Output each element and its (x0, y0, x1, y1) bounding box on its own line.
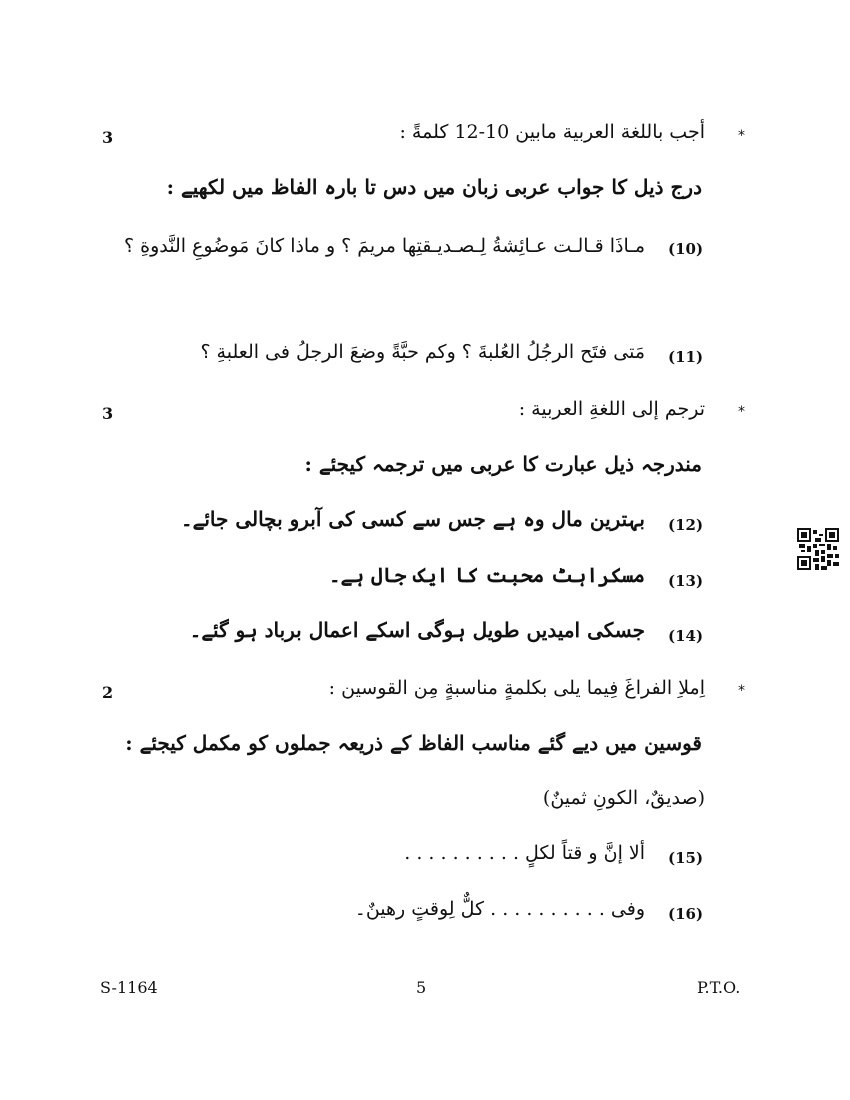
bullet-star-1: * (738, 128, 745, 144)
instruction-urdu-3: قوسین میں دیے گئے مناسب الفاظ کے ذریعہ جملوں کو مکمل کیجئے : (125, 731, 702, 755)
question-number-15: (15) (668, 849, 704, 867)
instruction-arabic-2: ترجم إلى اللغةِ العربية : (518, 398, 705, 420)
question-text-15: ألا إنَّ و قتاً لكلٍ . . . . . . . . . . (404, 842, 645, 864)
question-text-14: جسکی امیدیں طویل ہوگی اسکے اعمال برباد ہو گئے۔ (189, 618, 645, 642)
question-number-14: (14) (668, 627, 704, 645)
instruction-urdu-1: درج ذیل کا جواب عربی زبان میں دس تا بارہ الفاظ میں لکھیے : (166, 175, 702, 199)
instruction-arabic-1: أجب باللغة العربية مابين 10-12 كلمةً : (399, 121, 705, 143)
please-turn-over: P.T.O. (697, 978, 741, 997)
marks-section-2: 3 (102, 404, 114, 423)
question-text-12: بہترین مال وہ ہے جس سے کسی کی آبرو بچالی جائے۔ (180, 507, 645, 531)
bullet-star-3: * (738, 683, 745, 699)
question-number-13: (13) (668, 572, 704, 590)
bullet-star-2: * (738, 404, 745, 420)
question-number-16: (16) (668, 905, 704, 923)
question-number-10: (10) (668, 240, 704, 258)
question-text-16: وفى . . . . . . . . . . كلٌّ لِوقتٍ رهينٌ۔ (354, 898, 645, 920)
question-number-11: (11) (668, 348, 704, 366)
fill-options: (صديقٌ، الكونِ ثمينٌ) (542, 787, 705, 809)
page-number: 5 (416, 978, 427, 997)
question-text-10: مـاذَا قـالـت عـائِشةُ لِـصـديـقتِها مريمَ ؟ و ماذا كانَ مَوضُوعِ النَّدوةِ ؟ (123, 235, 645, 257)
paper-code: S-1164 (100, 978, 158, 997)
question-number-12: (12) (668, 516, 704, 534)
question-text-13: مسکراہٹ محبت کا ایک جال ہے۔ (328, 563, 645, 587)
marks-section-3: 2 (102, 683, 114, 702)
marks-section-1: 3 (102, 128, 114, 147)
question-text-11: مَتى فتَح الرجُلُ العُلبةَ ؟ وكم حبَّةً وضعَ الرجلُ فى العلبةِ ؟ (200, 341, 645, 363)
instruction-arabic-3: اِملاِ الفراغَ فِيما يلى بكلمةٍ مناسبةٍ مِن القوسين : (328, 677, 705, 699)
qr-code-icon (797, 528, 839, 570)
instruction-urdu-2: مندرجہ ذیل عبارت کا عربی میں ترجمہ کیجئے : (304, 452, 702, 476)
